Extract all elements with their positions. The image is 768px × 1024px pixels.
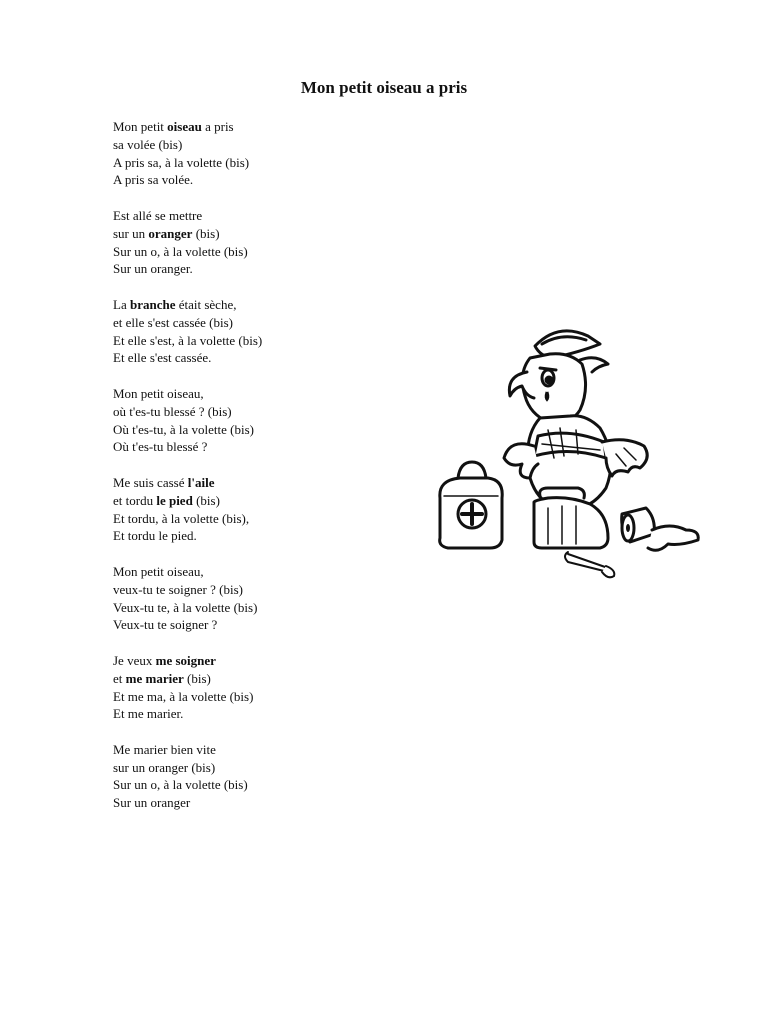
lyric-line [113, 243, 413, 261]
lyric-text: Est allé se mettre [113, 207, 203, 223]
lyric-text: Sur un oranger. [113, 261, 193, 277]
lyric-text: et elle s'est cassée (bis) [113, 314, 234, 330]
lyric-line [113, 705, 413, 723]
bold-word: branche [129, 296, 176, 312]
lyric-line [113, 332, 413, 350]
lyric-text: Et elle s'est, à la volette (bis) [113, 332, 263, 348]
stanza [113, 385, 413, 456]
lyric-text: Et elle s'est cassée. [113, 350, 212, 366]
lyric-text: Où t'es-tu blessé ? [113, 439, 208, 455]
lyric-text: Je veux [113, 652, 156, 668]
bold-word: oranger [148, 225, 193, 241]
lyric-text: Veux-tu te, à la volette (bis) [113, 599, 258, 615]
lyric-text: Mon petit [113, 119, 168, 134]
lyric-text: où t'es-tu blessé ? (bis) [113, 403, 232, 419]
lyric-line [113, 118, 413, 136]
lyric-line [113, 776, 413, 794]
lyric-line [113, 510, 413, 528]
stanza [113, 474, 413, 545]
song-title: Mon petit oiseau a pris [300, 78, 468, 97]
lyric-text: sur un oranger (bis) [113, 759, 216, 775]
stanza [113, 207, 413, 278]
lyric-text: Et tordu le pied. [113, 528, 197, 544]
lyric-text: Et me ma, à la volette (bis) [113, 688, 254, 704]
lyric-line [113, 652, 413, 670]
lyric-text: Où t'es-tu, à la volette (bis) [113, 421, 254, 437]
lyric-line [113, 136, 413, 154]
lyric-text: Veux-tu te soigner ? [113, 617, 218, 633]
bold-word: me marier [125, 670, 184, 686]
lyric-line [113, 154, 413, 172]
bold-word: me soigner [155, 652, 216, 668]
lyric-line [113, 759, 413, 777]
lyric-text: Sur un o, à la volette (bis) [113, 777, 248, 793]
lyric-line [113, 563, 413, 581]
lyric-text: Mon petit oiseau, [113, 385, 204, 401]
song-lyrics [113, 118, 413, 830]
lyric-text: Et tordu, à la volette (bis), [113, 510, 250, 526]
lyric-line [113, 474, 413, 492]
lyric-text: Sur un oranger [113, 795, 191, 811]
lyric-line [113, 616, 413, 634]
lyric-text: A pris sa volée. [113, 172, 194, 188]
injured-bird-illustration [430, 318, 710, 588]
lyric-line [113, 314, 413, 332]
lyric-line [113, 581, 413, 599]
lyric-text: Me marier bien vite [113, 741, 216, 757]
lyric-line [113, 599, 413, 617]
lyric-line [113, 225, 413, 243]
lyric-text: Mon petit oiseau, [113, 563, 204, 579]
lyric-text: et [113, 670, 126, 686]
lyric-line [113, 741, 413, 759]
lyric-line [113, 438, 413, 456]
lyric-text: Et me marier. [113, 706, 184, 722]
stanza [113, 741, 413, 812]
lyric-text: a pris [201, 119, 234, 134]
bold-word: l'aile [187, 474, 215, 490]
lyric-line [113, 670, 413, 688]
right-wing [602, 440, 647, 476]
lyric-text: Sur un o, à la volette (bis) [113, 243, 248, 259]
lyric-line [113, 207, 413, 225]
lyric-text: et tordu [113, 492, 157, 508]
lyric-text: (bis) [192, 492, 220, 508]
lyric-text: Me suis cassé [113, 474, 188, 490]
lyric-line [113, 296, 413, 314]
lyric-text: (bis) [192, 225, 220, 241]
lyric-line [113, 794, 413, 812]
lyric-text: A pris sa, à la volette (bis) [113, 154, 250, 170]
bird-head [522, 354, 585, 423]
lyric-line [113, 403, 413, 421]
stanza [113, 296, 413, 367]
lyric-line [113, 688, 413, 706]
lyric-line [113, 349, 413, 367]
lyric-line [113, 171, 413, 189]
stanza [113, 563, 413, 634]
lyric-text: (bis) [183, 670, 211, 686]
lyric-text: veux-tu te soigner ? (bis) [113, 581, 243, 597]
lyric-text: était sèche, [175, 296, 237, 312]
lyric-text: sur un [113, 225, 149, 241]
bandage-roll [622, 508, 699, 550]
lyric-line [113, 421, 413, 439]
lyric-text: La [113, 296, 130, 312]
medical-bag [440, 462, 503, 548]
left-wing [504, 444, 538, 478]
safety-pin [565, 552, 614, 577]
lyric-line [113, 527, 413, 545]
lyric-line [113, 492, 413, 510]
stanza [113, 118, 413, 189]
bold-word: oiseau [167, 119, 202, 134]
bold-word: le pied [156, 492, 193, 508]
lyric-text: sa volée (bis) [113, 136, 183, 152]
stanza [113, 652, 413, 723]
lyric-line [113, 260, 413, 278]
lyric-line [113, 385, 413, 403]
